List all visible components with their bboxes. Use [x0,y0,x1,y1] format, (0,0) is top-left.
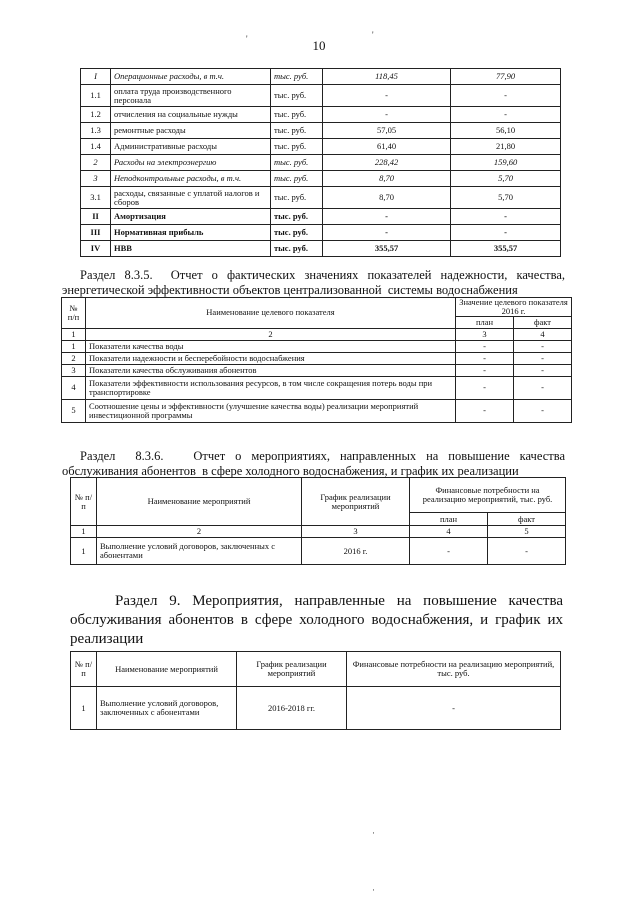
t1-cell-v2: - [451,85,561,107]
t1-cell-v2: 56,10 [451,123,561,139]
t1-cell-num: 3 [81,171,111,187]
t1-cell-unit: тыс. руб. [271,69,323,85]
t2-cell-plan: - [456,399,514,422]
t3-h-name: Наименование мероприятий [97,478,302,526]
table-row [81,171,561,187]
t2-idx: 4 [514,328,572,340]
t1-cell-v2: 21,80 [451,139,561,155]
t2-h-plan: план [456,316,514,328]
table-row [81,241,561,257]
t1-cell-num: 1.3 [81,123,111,139]
t1-cell-v2: - [451,107,561,123]
t2-cell-fact: - [514,364,572,376]
t1-cell-unit: тыс. руб. [271,107,323,123]
t1-cell-unit: тыс. руб. [271,241,323,257]
t1-cell-unit: тыс. руб. [271,225,323,241]
cost-table [80,68,561,257]
t2-cell-num: 3 [62,364,86,376]
table-row [81,209,561,225]
page-number: 10 [312,38,326,53]
t1-cell-v1: - [323,209,451,225]
t1-cell-unit: тыс. руб. [271,139,323,155]
t3-h-finance: Финансовые потребности на реализацию мероприятий, тыс. руб. [410,478,566,513]
t3-idx: 3 [302,526,410,538]
t3-idx: 5 [488,526,566,538]
t3-row-name: Выполнение условий договоров, заключенных с абонентами [97,538,302,565]
t1-cell-unit: тыс. руб. [271,171,323,187]
measures-table [70,477,566,565]
t1-cell-num: 1.1 [81,85,111,107]
scan-speck: · [372,885,375,895]
t2-h-name: Наименование целевого показателя [86,298,456,329]
t1-cell-num: 1.4 [81,139,111,155]
t1-cell-num: II [81,209,111,225]
section-9-line3: реализации [70,631,144,647]
t2-idx: 3 [456,328,514,340]
table-row [62,340,572,352]
t3-row-fact: - [488,538,566,565]
t2-cell-fact: - [514,399,572,422]
t4-row-finance: - [347,687,561,730]
t1-cell-v2: - [451,209,561,225]
table-row [81,139,561,155]
t3-idx: 2 [97,526,302,538]
t1-cell-unit: тыс. руб. [271,187,323,209]
t4-row-num: 1 [71,687,97,730]
t1-cell-v1: 8,70 [323,171,451,187]
t1-cell-v1: - [323,107,451,123]
t1-cell-num: III [81,225,111,241]
t2-idx: 2 [86,328,456,340]
table-row [71,538,566,565]
t1-cell-unit: тыс. руб. [271,155,323,171]
t2-cell-num: 1 [62,340,86,352]
t3-h-plan: план [410,513,488,526]
t3-idx: 4 [410,526,488,538]
section-9-table [70,651,561,730]
section-8-3-5-line2: энергетической эффективности объектов централизованной системы водоснабжения [62,283,518,297]
t1-cell-unit: тыс. руб. [271,85,323,107]
t4-row-schedule: 2016-2018 гг. [237,687,347,730]
table-row [81,155,561,171]
t2-cell-name: Показатели качества обслуживания абонентов [86,364,456,376]
t2-cell-name: Показатели эффективности использования ресурсов, в том числе сокращения потерь воды при транспортировке [86,376,456,399]
t2-h-fact: факт [514,316,572,328]
t1-cell-name: НВВ [111,241,271,257]
t2-h-num: № п/п [62,298,86,329]
table-row [62,364,572,376]
t1-cell-v2: 5,70 [451,187,561,209]
t2-cell-name: Показатели надежности и бесперебойности водоснабжения [86,352,456,364]
t1-cell-unit: тыс. руб. [271,123,323,139]
section-9-line2: обслуживания абонентов в сфере холодного водоснабжения, и график их [70,612,563,628]
t2-h-value: Значение целевого показателя 2016 г. [456,298,572,317]
t1-cell-name: Амортизация [111,209,271,225]
t1-cell-v1: - [323,225,451,241]
t3-h-fact: факт [488,513,566,526]
scan-speck: · [372,828,375,838]
t1-cell-v1: 355,57 [323,241,451,257]
t1-cell-name: отчисления на социальные нужды [111,107,271,123]
t4-h-num: № п/п [71,652,97,687]
t1-cell-name: Неподконтрольные расходы, в т.ч. [111,171,271,187]
t3-row-schedule: 2016 г. [302,538,410,565]
t2-cell-plan: - [456,364,514,376]
t1-cell-num: 2 [81,155,111,171]
section-8-3-6-line2: обслуживания абонентов в сфере холодного водоснабжения, и график их реализации [62,464,519,478]
section-8-3-6-line1: Раздел 8.3.6. Отчет о мероприятиях, направленных на повышение качества [80,449,565,463]
t2-idx: 1 [62,328,86,340]
t1-cell-v1: 8,70 [323,187,451,209]
t1-cell-v2: 159,60 [451,155,561,171]
section-8-3-5-line1: Раздел 8.3.5. Отчет о фактических значениях показателей надежности, качества, [80,268,565,282]
section-9-line1: Раздел 9. Мероприятия, направленные на повышение качества [115,593,563,609]
table-row [62,352,572,364]
t2-cell-plan: - [456,376,514,399]
t1-cell-v1: 61,40 [323,139,451,155]
t3-row-plan: - [410,538,488,565]
t1-cell-name: ремонтные расходы [111,123,271,139]
t1-cell-v2: 355,57 [451,241,561,257]
table-row [81,123,561,139]
t4-row-name: Выполнение условий договоров, заключенных с абонентами [97,687,237,730]
t1-cell-name: Нормативная прибыль [111,225,271,241]
table-row [81,85,561,107]
table-row [81,187,561,209]
t1-cell-v1: - [323,85,451,107]
t4-h-name: Наименование мероприятий [97,652,237,687]
t2-cell-num: 2 [62,352,86,364]
t1-cell-v1: 228,42 [323,155,451,171]
t1-cell-name: оплата труда производственного персонала [111,85,271,107]
table-row [81,107,561,123]
t2-cell-name: Соотношение цены и эффективности (улучшение качества воды) реализации мероприятий инвестиционной программы [86,399,456,422]
t1-cell-num: 1.2 [81,107,111,123]
t1-cell-name: Административные расходы [111,139,271,155]
t1-cell-unit: тыс. руб. [271,209,323,225]
table-row [62,399,572,422]
t2-cell-name: Показатели качества воды [86,340,456,352]
table-row [81,69,561,85]
t2-cell-plan: - [456,352,514,364]
t3-h-schedule: График реализации мероприятий [302,478,410,526]
t1-cell-v1: 57,05 [323,123,451,139]
t4-h-schedule: График реализации мероприятий [237,652,347,687]
t2-cell-fact: - [514,340,572,352]
t1-cell-name: Расходы на электроэнергию [111,155,271,171]
t3-h-num: № п/п [71,478,97,526]
t1-cell-v2: 77,90 [451,69,561,85]
indicators-table [61,297,572,423]
t1-cell-name: Операционные расходы, в т.ч. [111,69,271,85]
t3-row-num: 1 [71,538,97,565]
t1-cell-v2: 5,70 [451,171,561,187]
t1-cell-num: IV [81,241,111,257]
scan-speck: ' [372,30,374,40]
table-row [81,225,561,241]
scan-speck: ' [246,34,248,44]
t2-cell-num: 5 [62,399,86,422]
t2-cell-fact: - [514,376,572,399]
t1-cell-num: 3.1 [81,187,111,209]
t1-cell-num: I [81,69,111,85]
t1-cell-v1: 118,45 [323,69,451,85]
t1-cell-v2: - [451,225,561,241]
t1-cell-name: расходы, связанные с уплатой налогов и сборов [111,187,271,209]
t2-cell-num: 4 [62,376,86,399]
t2-cell-fact: - [514,352,572,364]
table-row [62,376,572,399]
t4-h-finance: Финансовые потребности на реализацию мероприятий, тыс. руб. [347,652,561,687]
t2-cell-plan: - [456,340,514,352]
table-row [71,687,561,730]
t3-idx: 1 [71,526,97,538]
